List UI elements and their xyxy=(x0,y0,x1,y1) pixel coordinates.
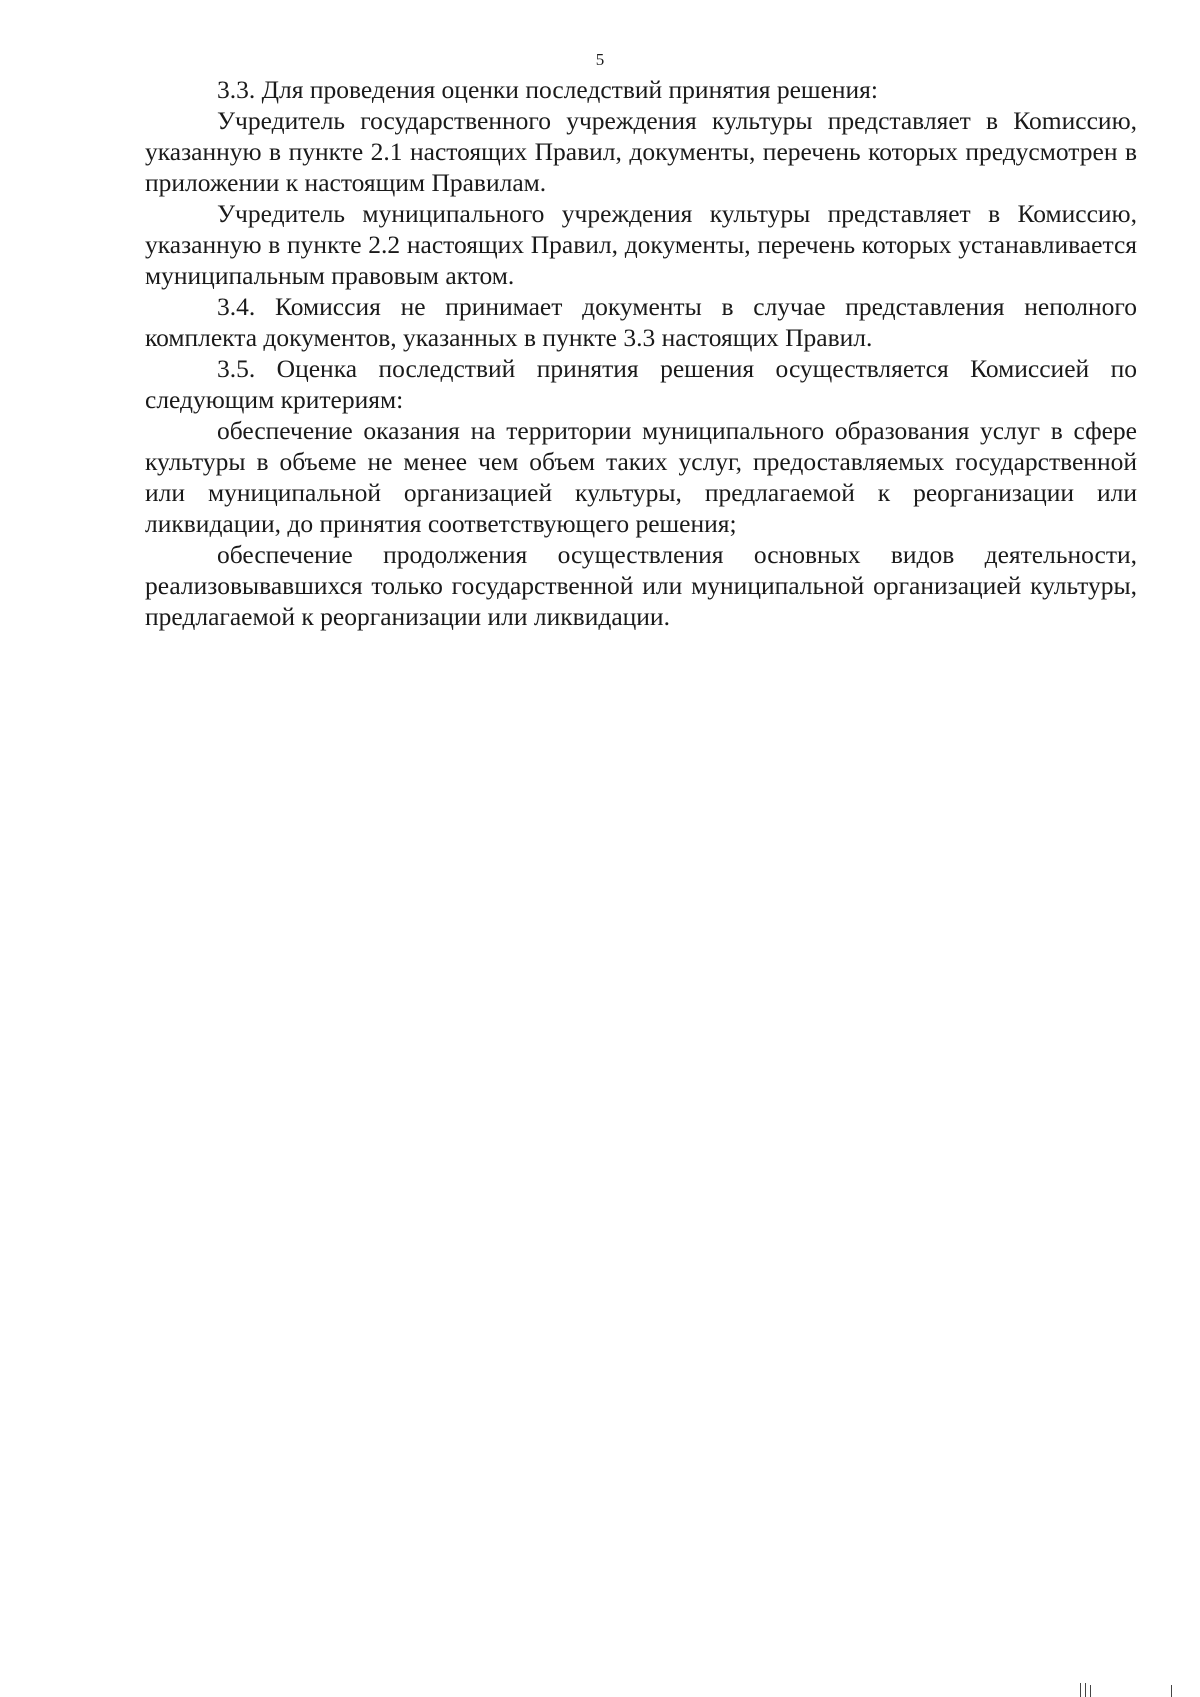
scan-artifact-mark xyxy=(1090,1685,1091,1697)
scan-artifact-mark xyxy=(1080,1683,1081,1697)
criterion-activities-continuation: обеспечение продолжения осуществления основных видов деятельности, реализовывавшихся только государственной или муниципальной организацией культуры, предлагаемой к реорганизации или ликвидации. xyxy=(145,540,1137,631)
paragraph-state-founder: Учредитель государственного учреждения культуры представляет в Коmиссию, указанную в пункте 2.1 настоящих Правил, документы, перечень которых предусмотрен в приложении к настоящим Правилам. xyxy=(145,106,1137,197)
page-number: 5 xyxy=(595,50,605,69)
scan-artifact-mark xyxy=(1085,1683,1086,1697)
paragraph-municipal-founder: Учредитель муниципального учреждения культуры представляет в Комиссию, указанную в пункте 2.2 настоящих Правил, документы, перечень которых устанавливается муниципальным правовым актом. xyxy=(145,199,1137,290)
paragraph-3-4: 3.4. Комиссия не принимает документы в случае представления неполного комплекта документов, указанных в пункте 3.3 настоящих Правил. xyxy=(145,292,1137,352)
criterion-services-volume: обеспечение оказания на территории муниципального образования услуг в сфере культуры в объеме не менее чем объем таких услуг, предоставляемых государственной или муниципальной организацией культуры, предлагаемой к реорганизации или ликвидации, до принятия соответствующего решения; xyxy=(145,416,1137,538)
paragraph-3-3-heading: 3.3. Для проведения оценки последствий принятия решения: xyxy=(217,75,878,104)
scan-artifact-mark xyxy=(1171,1685,1172,1697)
paragraph-3-5: 3.5. Оценка последствий принятия решения осуществляется Комиссией по следующим критериям: xyxy=(145,354,1137,414)
document-body xyxy=(145,74,1137,632)
